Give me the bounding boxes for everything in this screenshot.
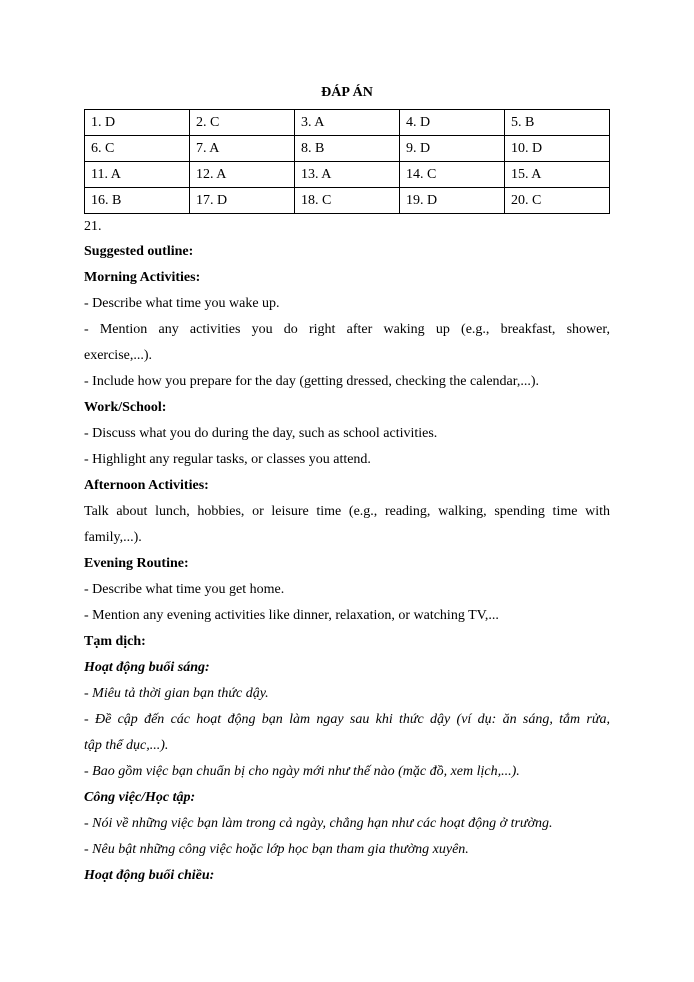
- outline-heading: Suggested outline:: [84, 244, 194, 259]
- translation-work-point-1: - Nói về những việc bạn làm trong cả ngày, chẳng hạn như các hoạt động ở trường.: [84, 816, 553, 831]
- answer-cell: 3. A: [295, 110, 400, 136]
- work-heading: Work/School:: [84, 400, 167, 415]
- translation-afternoon-heading: Hoạt động buổi chiều:: [84, 868, 215, 883]
- evening-point-1: - Describe what time you get home.: [84, 582, 285, 597]
- translation-morning-heading: Hoạt động buổi sáng:: [84, 660, 210, 675]
- answer-row: [85, 110, 610, 136]
- answer-cell: 13. A: [295, 162, 400, 188]
- translation-work-heading: Công việc/Học tập:: [84, 790, 196, 805]
- answer-key-table: [84, 109, 610, 214]
- answer-cell: 6. C: [85, 136, 190, 162]
- answer-cell: 10. D: [505, 136, 610, 162]
- answer-cell: 18. C: [295, 188, 400, 214]
- answer-cell: 14. C: [400, 162, 505, 188]
- answer-cell: 2. C: [190, 110, 295, 136]
- document-body: [84, 218, 610, 889]
- answer-cell: 11. A: [85, 162, 190, 188]
- evening-heading: Evening Routine:: [84, 556, 189, 571]
- work-point-1: - Discuss what you do during the day, such as school activities.: [84, 426, 438, 441]
- answer-row: [85, 136, 610, 162]
- afternoon-point-1-cont: family,...).: [84, 530, 142, 545]
- page-title: ĐÁP ÁN: [321, 85, 373, 100]
- answer-row: [85, 162, 610, 188]
- translation-work-point-2: - Nêu bật những công việc hoặc lớp học bạn tham gia thường xuyên.: [84, 842, 469, 857]
- morning-point-1: - Describe what time you wake up.: [84, 296, 280, 311]
- translation-morning-point-2-cont: tập thể dục,...).: [84, 738, 169, 753]
- answer-cell: 12. A: [190, 162, 295, 188]
- answer-cell: 8. B: [295, 136, 400, 162]
- answer-cell: 19. D: [400, 188, 505, 214]
- translation-morning-point-1: - Miêu tả thời gian bạn thức dậy.: [84, 686, 269, 701]
- answer-cell: 7. A: [190, 136, 295, 162]
- evening-point-2: - Mention any evening activities like dinner, relaxation, or watching TV,...: [84, 608, 499, 623]
- morning-heading: Morning Activities:: [84, 270, 201, 285]
- work-point-2: - Highlight any regular tasks, or classes you attend.: [84, 452, 371, 467]
- answer-cell: 1. D: [85, 110, 190, 136]
- question-number: 21.: [84, 219, 102, 234]
- answer-cell: 17. D: [190, 188, 295, 214]
- answer-cell: 9. D: [400, 136, 505, 162]
- morning-point-3: - Include how you prepare for the day (getting dressed, checking the calendar,...).: [84, 374, 540, 389]
- afternoon-point-1: Talk about lunch, hobbies, or leisure time (e.g., reading, walking, spending time with: [84, 504, 610, 519]
- answer-cell: 15. A: [505, 162, 610, 188]
- answer-row: [85, 188, 610, 214]
- answer-cell: 16. B: [85, 188, 190, 214]
- afternoon-heading: Afternoon Activities:: [84, 478, 209, 493]
- morning-point-2: - Mention any activities you do right after waking up (e.g., breakfast, shower,: [84, 322, 610, 337]
- morning-point-2-cont: exercise,...).: [84, 348, 153, 363]
- answer-cell: 5. B: [505, 110, 610, 136]
- answer-cell: 4. D: [400, 110, 505, 136]
- translation-morning-point-3: - Bao gồm việc bạn chuẩn bị cho ngày mới như thế nào (mặc đồ, xem lịch,...).: [84, 764, 520, 779]
- answer-cell: 20. C: [505, 188, 610, 214]
- translation-heading: Tạm dịch:: [84, 634, 146, 649]
- translation-morning-point-2: - Đề cập đến các hoạt động bạn làm ngay sau khi thức dậy (ví dụ: ăn sáng, tắm rửa,: [84, 712, 610, 727]
